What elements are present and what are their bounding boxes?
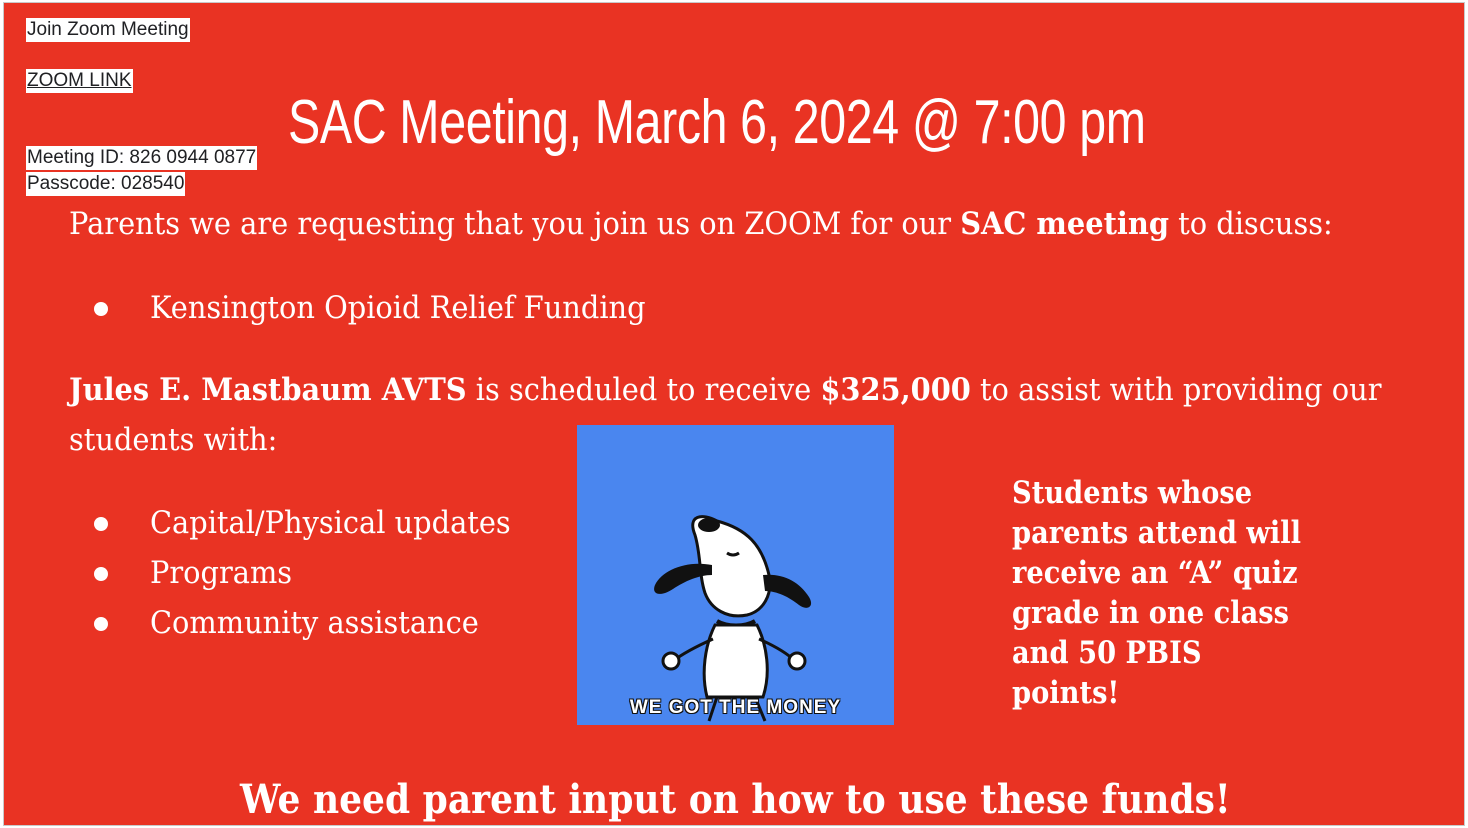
list-item (78, 548, 538, 598)
intro-paragraph (69, 199, 1333, 249)
use-label: Community assistance (150, 605, 479, 641)
topics-list (78, 283, 683, 333)
topic-label: Kensington Opioid Relief Funding (150, 290, 646, 326)
join-zoom-meeting-text: Join Zoom Meeting (27, 19, 189, 40)
funding-line2-text: students with: (69, 422, 278, 458)
use-label: Programs (150, 555, 293, 591)
intro-bold-text: SAC meeting (960, 206, 1169, 242)
use-label: Capital/Physical updates (150, 505, 511, 541)
snoopy-icon (577, 425, 894, 725)
funding-amount: $325,000 (820, 372, 971, 408)
incentive-text: Students whose parents attend will receive an “A” quiz grade in one class and 50 PBIS points! (1012, 475, 1301, 711)
intro-text: Parents we are requesting that you join us on ZOOM for our (69, 206, 961, 242)
passcode-text: Passcode: 028540 (27, 173, 185, 194)
bullet-icon (94, 517, 108, 531)
uses-list (78, 498, 538, 648)
meeting-id-text: Meeting ID: 826 0944 0877 (27, 147, 257, 168)
footer-callout (4, 773, 1465, 826)
list-item (78, 498, 538, 548)
intro-end-text: to discuss: (1168, 206, 1333, 242)
dancing-snoopy-gif (577, 425, 894, 725)
gif-caption: WE GOT THE MONEY (629, 697, 842, 718)
slide (3, 2, 1465, 826)
bullet-icon (94, 302, 108, 316)
funding-middle-text: is scheduled to receive (466, 372, 821, 408)
zoom-link[interactable]: ZOOM LINK (27, 70, 132, 91)
page-title: SAC Meeting, March 6, 2024 @ 7:00 pm (288, 88, 1146, 157)
list-item (78, 598, 538, 648)
footer-text: We need parent input on how to use these funds! (239, 776, 1231, 823)
funding-end-text: to assist with providing our (970, 372, 1382, 408)
bullet-icon (94, 617, 108, 631)
school-name: Jules E. Mastbaum AVTS (69, 372, 467, 408)
bullet-icon (94, 567, 108, 581)
list-item (78, 283, 683, 333)
